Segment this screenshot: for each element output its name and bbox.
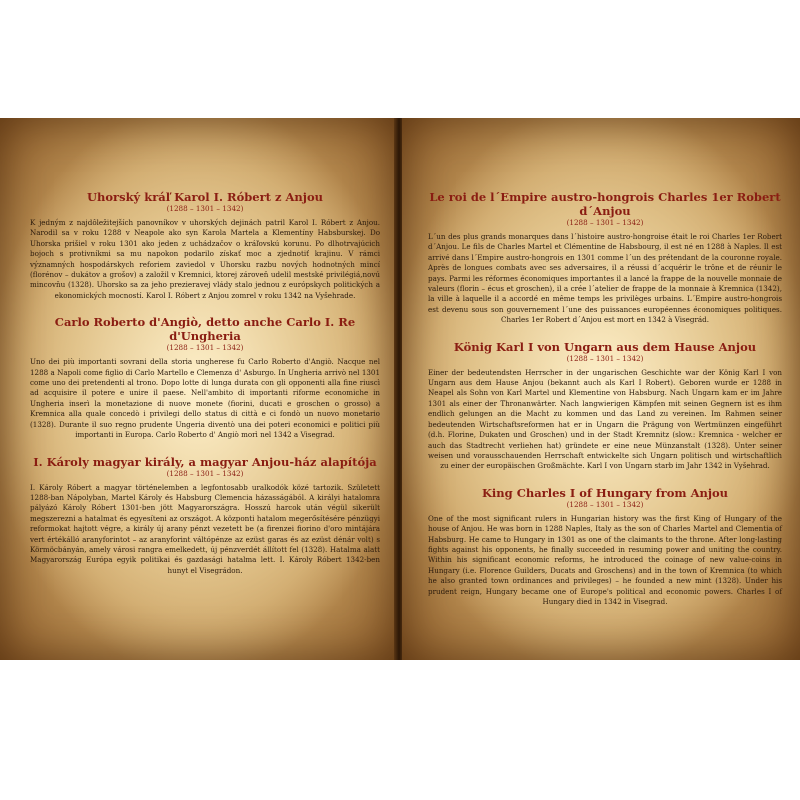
section-text: Uno dei più importanti sovrani della storia ungherese fu Carlo Roberto d'Angiò. Nacque nel 1288 a Napoli come figlio di Carlo Martello e Clemenza d' Asburgo. In Ungheria arrivò nel 1301 come uno dei pretendenti al trono. Dopo lotte di lunga durata con gli opponenti alla fine riuscì ad acquisire il potere e unire il paese. Nell'ambito di importanti riforme economiche in Ungheria inserì la monetazione di nuove monete (fiorini, ducati e groschen o grosso) a Kremnica alla quale concedò i privilegi dello status di città e ci fondò un nuovo monetario (1328). Durante il suo regno prudente Ungeria diventò una dei poteri economici e politici più importanti in Europa. Carlo Roberto d' Angiò morì nel 1342 a Visegrad. [30,357,380,440]
booklet-spread [0,118,800,660]
section-slovak [30,190,380,301]
left-page [0,118,396,660]
section-text: L´un des plus grands monarques dans l´histoire austro-hongroise était le roi Charles 1er Robert d´Anjou. Le fils de Charles Martel et Clémentine de Habsbourg, il est né en 1288 à Naples. Il est arrivé dans l´Empire austro-hongrois en 1301 comme l´un des prétendant de la couronne royale. Après de longues combats avec ses adversaires, il a réussi d´acquérir le trône et de réunir le pays. Parmi les réformes économiques importantes il a lancé la frappe de la nouvelle monnaie de valeurs (florin – écus et groschen), il a crée l´atelier de frappe de la monnaie à Kremnica (1342), la ville à laquelle il a accordé en même temps les privilèges urbains. L´Empire austro-hongrois est devenu sous son gouvernement l´une des puissances européennes économiques politiques. Charles 1er Robert d´Anjou est mort en 1342 à Visegrád. [428,232,782,325]
section-title: King Charles I of Hungary from Anjou [481,485,729,500]
section-dates: (1288 – 1301 – 1342) [566,353,644,363]
section-dates: (1288 – 1301 – 1342) [566,499,644,509]
section-german [428,340,782,472]
section-dates: (1288 – 1301 – 1342) [166,204,244,213]
section-text: K jedným z najdôležitejších panovníkov v uhorských dejinách patril Karol I. Róbert z Anjou. Narodil sa v roku 1288 v Neapole ako syn Karola Martela a Klementíny Habsburskej. Do Uhorska prišiel v roku 1301 ako jeden z uchádzačov o kráľovskú korunu. Po dlhotrvajúcich bojoch s protivníkmi sa mu napokon podarilo získať moc a zjednotiť krajinu. V rámci významných hospodárskych reforiem zaviedol v Uhorsku razbu nových hodnotných mincí (florénov – dukátov a grošov) a založil v Kremnici, ktorej zároveň udelil mestské privilégiá,novú mincovňu (1328). Uhorsko sa za jeho prezieravej vlády stalo jednou z európskych politických a ekonomických mocností. Karol I. Róbert z Anjou zomrel v roku 1342 na Vyšehrade. [30,218,380,300]
section-title: Carlo Roberto d'Angiò, detto anche Carlo I. Re d'Ungheria [54,315,356,344]
right-page [402,118,800,660]
section-text: Einer der bedeutendsten Herrscher in der ungarischen Geschichte war der König Karl I von Ungarn aus dem Hause Anjou (bekannt auch als Karl I Robert). Geboren wurde er 1288 in Neapel als Sohn von Karl Martel und Klementine von Habsburg. Nach Ungarn kam er im Jahre 1301 als einer der Thronanwärter. Nach langwierigen Kämpfen mit seinen Gegnern ist es ihm endlich gelungen an die Macht zu kommen und das Land zu vereinen. Im Rahmen seiner bedeutenden Wirtschaftsreformen hat er in Ungarn die Prägung von Wertmünzen eingeführt (d.h. Florine, Dukaten und Groschen) und in der Stadt Kremnitz (slow.: Kremnica - welcher er auch das Stadtrecht verliehen hat) gründete er eine neue Münzanstalt (1328). Unter seiner weisen und vorausschauenden Herrschaft entwickelte sich Ungarn politisch und wirtschaftlich zu einer der europäischen Großmächte. Karl I von Ungarn starb im Jahr 1342 in Vyšehrad. [428,367,782,471]
section-dates: (1288 – 1301 – 1342) [166,343,244,353]
section-title: I. Károly magyar király, a magyar Anjou-ház alapítója [33,454,377,469]
section-title: Uhorský kráľ Karol I. Róbert z Anjou [86,190,323,204]
section-english [428,486,782,608]
section-french [428,190,782,326]
section-dates: (1288 – 1301 – 1342) [566,218,644,227]
section-dates: (1288 – 1301 – 1342) [166,468,244,478]
section-italian [30,315,380,440]
section-title: König Karl I von Ungarn aus dem Hause Anjou [453,339,757,354]
section-text: I. Károly Róbert a magyar történelemben a legfontosabb uralkodók közé tartozik. Született 1288-ban Nápolyban, Martel Károly és Habsburg Clemencia házasságából. A királyi hatalomra pályázó Károly Róbert 1301-ben jött Magyarországra. Hosszú harcok után végül sikerült megszereznі a hatalmat és egyesíteni az országot. A központi hatalom megerősítésére pénzügyi reformokat hajtott végre, a király új arany pénzt vezetett be (a firenzei fiorino d'oro mintájára vert értékálló aranyforintot – az aranyforint váltópénze az ezüst garas és az ezüst dénár volt) s Körmöcbányán, amely városi rangra emelkedett, új pénzverdét állított fel (1328). Hatalma alatt Magyarország Európa egyik politikai és gazdasági hatalma lett. I. Károly Róbert 1342-ben hunyt el Visegrádon. [30,482,380,575]
section-text: One of the most significant rulers in Hungarian history was the first King of Hungary of the house of Anjou. He was born in 1288 Naples, Italy as the son of Charles Martel and Clementia of Habsburg. He came to Hungary in 1301 as one of the claimants to the throne. After long-lasting fights against his opponents, he finally succeeded in resuming power and uniting the country. Within his significant economic reforms, he introduced the coinage of new value-coins in Hungary (i.e. Florence Guilders, Ducats and Groschens) and in the town of Kremnica (to which he also granted town ordinances and privileges) – he founded a new mint (1328). Under his prudent reign, Hungary became one of Europe's political and economic powers. Charles I of Hungary died in 1342 in Visegrad. [428,513,782,606]
section-title: Le roi de l´Empire austro-hongrois Charles 1er Robert d´Anjou [429,190,781,218]
section-hungarian [30,455,380,577]
